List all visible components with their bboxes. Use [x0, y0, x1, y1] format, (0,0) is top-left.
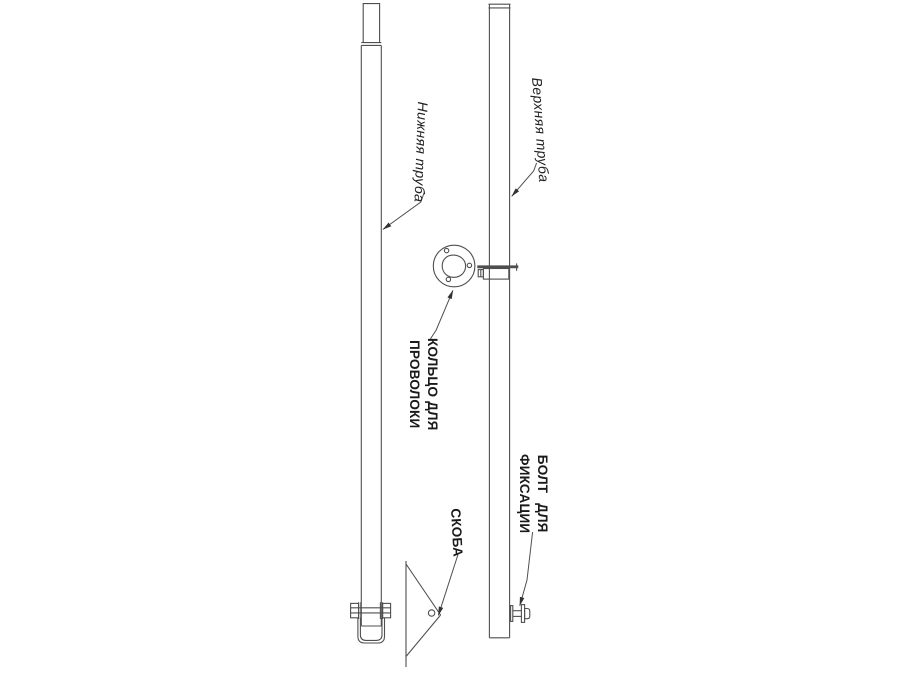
leader-bracket	[438, 555, 458, 616]
u-bracket-shape	[358, 618, 385, 643]
fixation-bolt-label-line1: БОЛТ ДЛЯ	[535, 454, 550, 533]
wire-ring-shape	[433, 245, 475, 287]
wire-ring-label-line1: КОЛЬЦО ДЛЯ	[425, 338, 440, 431]
leader-wire-ring	[430, 290, 453, 339]
bracket-label: СКОБА	[447, 508, 466, 558]
upper-pipe-label: Верхняя труба	[529, 77, 553, 183]
bracket-shape	[406, 561, 441, 667]
wire-ring-label	[406, 338, 441, 431]
lower-pipe-shape	[361, 4, 381, 626]
upper-pipe-shape	[489, 4, 511, 638]
lower-pipe-label: Нижняя труба	[411, 101, 431, 203]
wire-ring-label-line2: ПРОВОЛОКИ	[407, 340, 423, 429]
wire-ring-collar-shape	[477, 263, 518, 279]
fixation-bolt-shape	[511, 605, 530, 623]
fixation-bolt-label-line2: ФИКСАЦИИ	[517, 454, 533, 534]
fixation-bolt-label	[516, 454, 551, 533]
lower-pipe-clamp-shape	[351, 602, 391, 619]
leader-upper-pipe	[512, 163, 537, 196]
leader-fixation-bolt	[520, 532, 533, 606]
